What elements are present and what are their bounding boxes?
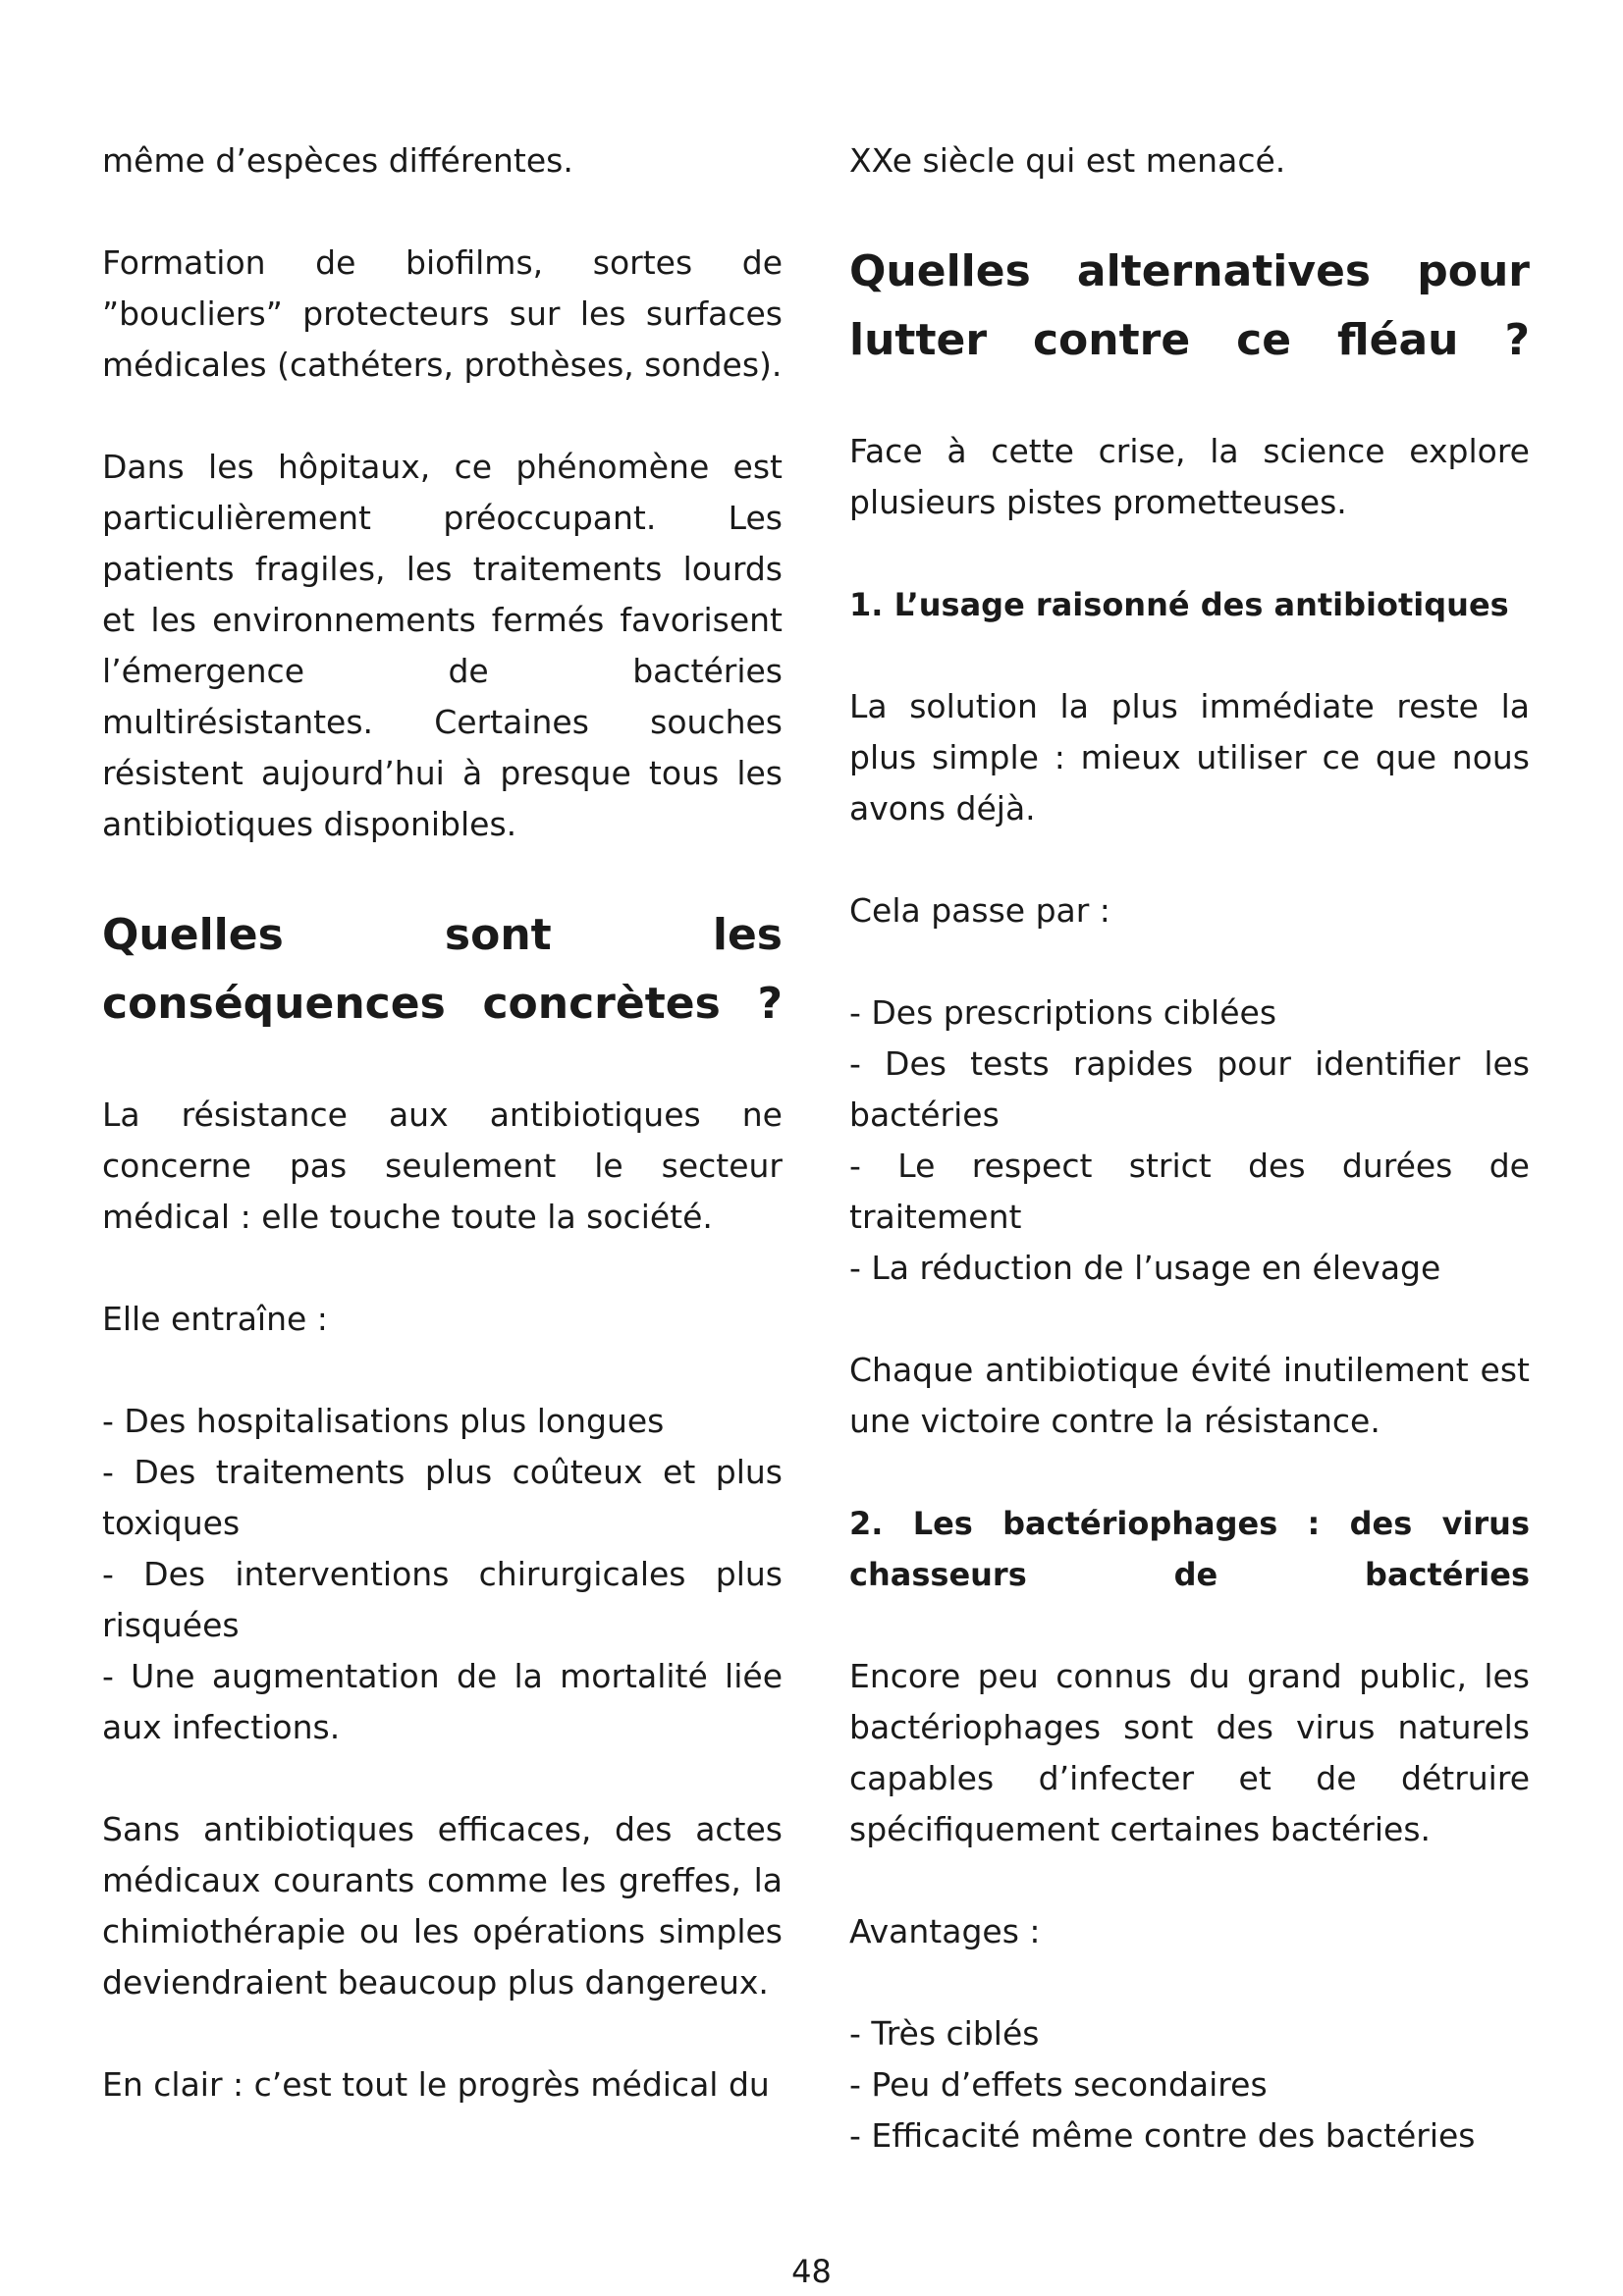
paragraph-phages: Encore peu connus du grand public, les bactériophages sont des virus naturels capables d’infecter et de détruire spécifiquement certaines bactéries. [849,1657,1530,1848]
subheading-bacteriophages: 2. Les bactériophages : des virus chasseurs de bactéries [849,1505,1530,1593]
list-item: - Des traitements plus coûteux et plus toxiques [102,1453,783,1542]
paragraph-in-short: En clair : c’est tout le progrès médical du [102,2065,770,2104]
consequences-list [102,1396,783,1753]
paragraph-hospitals: Dans les hôpitaux, ce phénomène est particulièrement préoccupant. Les patients fragiles, les traitements lourds et les environnements fermés favorisent l’émergence de bactéries multirésistantes. Certaines souches résistent aujourd’hui à presque tous les antibiotiques disponibles. [102,448,783,843]
heading-consequences: Quelles sont les conséquences concrètes ? [102,910,783,1029]
right-column [849,135,1530,2213]
heading-alternatives: Quelles alternatives pour lutter contre ce fléau ? [849,246,1530,365]
list-item: - La réduction de l’usage en élevage [849,1249,1441,1287]
list-item: - Très ciblés [849,2014,1040,2053]
list-item: - Des hospitalisations plus longues [102,1402,665,1440]
list-item: - Peu d’effets secondaires [849,2065,1268,2104]
paragraph-advantages: Avantages : [849,1912,1041,1950]
list-item: - Efficacité même contre des bactéries [849,2116,1476,2155]
list-item: - Des prescriptions ciblées [849,993,1277,1032]
paragraph-solution: La solution la plus immédiate reste la plus simple : mieux utiliser ce que nous avons déjà. [849,687,1530,828]
measures-list [849,988,1530,1294]
paragraph-society: La résistance aux antibiotiques ne concerne pas seulement le secteur médical : elle touche toute la société. [102,1095,783,1236]
advantages-list [849,2008,1530,2162]
paragraph-biofilms: Formation de biofilms, sortes de ”boucliers” protecteurs sur les surfaces médicales (cathéters, prothèses, sondes). [102,243,783,384]
paragraph-science: Face à cette crise, la science explore plusieurs pistes prometteuses. [849,432,1530,521]
left-column [102,135,783,2110]
list-item: - Le respect strict des durées de traitement [849,1147,1530,1236]
subheading-reasoned-use: 1. L’usage raisonné des antibiotiques [849,586,1509,623]
paragraph-involves: Cela passe par : [849,891,1110,930]
list-item: - Une augmentation de la mortalité liée aux infections. [102,1657,783,1746]
paragraph-entails: Elle entraîne : [102,1300,328,1338]
paragraph-century: XXe siècle qui est menacé. [849,141,1286,180]
list-item: - Des tests rapides pour identifier les bactéries [849,1044,1530,1134]
paragraph-without-antibiotics: Sans antibiotiques efficaces, des actes médicaux courants comme les greffes, la chimiothérapie ou les opérations simples deviendraient beaucoup plus dangereux. [102,1810,783,2002]
page-number: 48 [791,2253,832,2290]
paragraph-species: même d’espèces différentes. [102,141,573,180]
list-item: - Des interventions chirurgicales plus risquées [102,1555,783,1644]
paragraph-victory: Chaque antibiotique évité inutilement est une victoire contre la résistance. [849,1351,1530,1440]
